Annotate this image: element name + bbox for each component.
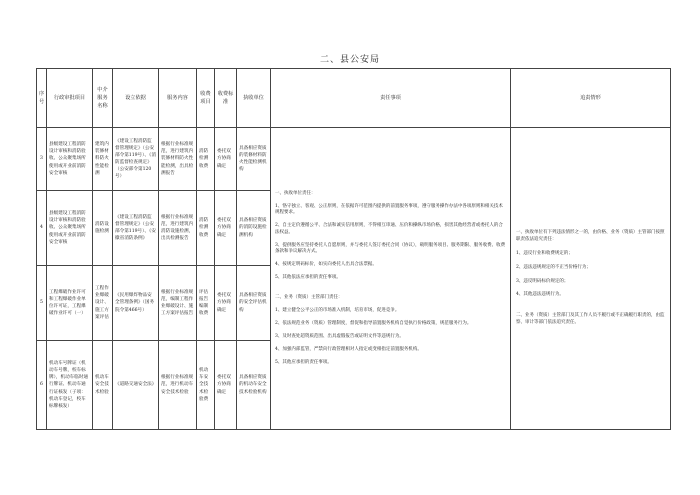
cell-unit: 具备相应资质的消防设施检测机构 bbox=[237, 191, 271, 266]
cell-seq: 3 bbox=[37, 128, 47, 191]
cell-fee-item: 机动车安全技术检验费 bbox=[197, 341, 215, 430]
fee-table bbox=[36, 68, 671, 430]
cell-basis: 《道路交通安全法》 bbox=[113, 341, 159, 430]
cell-fee-item: 消防检测收费 bbox=[197, 128, 215, 191]
header-resp: 责任事项 bbox=[271, 69, 511, 128]
cell-agency: 建筑内装修材料防火性能检测 bbox=[93, 128, 113, 191]
cell-basis: 《建设工程消防监督管理规定》（公安部令第119号）、《安徽省消防条例》 bbox=[113, 191, 159, 266]
cell-basis: 《建设工程消防监督管理规定》（公安部令第119号）、《消防监督检查规定》（公安部令第120号） bbox=[113, 128, 159, 191]
cell-fee-item: 消防检测收费 bbox=[197, 191, 215, 266]
header-seq: 序号 bbox=[37, 69, 47, 128]
accountability-cell: 一、执收单位有下列违法情形之一的，由价格、业务（资质）主管部门按照职责依法追究责任： 1、违反行业和收费规定的； 2、违法违规规定的不正当价格行为； 3、违反明码标价规定的； 4、其他违法违规行为。 二、业务（资质）主管部门及其工作人员不履行或不正确履行职责的，由监察、审计等部门依法追究责任。 bbox=[511, 128, 671, 430]
cell-unit: 具备相应资质的机动车安全技术检验机构 bbox=[237, 341, 271, 430]
cell-agency: 消防设施检测 bbox=[93, 191, 113, 266]
header-item: 行政审批项目 bbox=[47, 69, 93, 128]
table-row bbox=[37, 128, 671, 191]
header-fee-std: 收费标准 bbox=[215, 69, 237, 128]
cell-unit: 具备相应资质的安全评估机构 bbox=[237, 266, 271, 341]
cell-content: 根据行业标准规范，进行机动车安全技术检验 bbox=[159, 341, 197, 430]
table-header-row bbox=[37, 69, 671, 128]
cell-content: 根据行业标准规范，编制工程作业爆破设计、施工方案评估报告 bbox=[159, 266, 197, 341]
header-acc: 追责情形 bbox=[511, 69, 671, 128]
cell-agency: 工程作业爆破设计、施工方案评估 bbox=[93, 266, 113, 341]
cell-agency: 机动车安全技术检验 bbox=[93, 341, 113, 430]
cell-fee-std: 委托双方协商确定 bbox=[215, 128, 237, 191]
header-fee-item: 收费项目 bbox=[197, 69, 215, 128]
page-title: 二、县公安局 bbox=[319, 55, 380, 65]
cell-fee-std: 委托双方协商确定 bbox=[215, 266, 237, 341]
cell-unit: 具备相应资质的装修材料防火性能检测机构 bbox=[237, 128, 271, 191]
cell-item: 机动车号牌证（机动车号牌，校车标牌），机动车临时通行牌证、机动车通行证核发（子项：机动车登记，校车标牌核发） bbox=[47, 341, 93, 430]
cell-fee-std: 委托双方协商确定 bbox=[215, 191, 237, 266]
cell-item: 工程爆破作业许可和工程爆破作业单位许可证，工程爆破作业许可（一） bbox=[47, 266, 93, 341]
cell-seq: 4 bbox=[37, 191, 47, 266]
cell-seq: 5 bbox=[37, 266, 47, 341]
cell-seq: 6 bbox=[37, 341, 47, 430]
cell-item: 县级建设工程消防设计审核和消防验收、公众聚集场所使用或开业前消防安全审核 bbox=[47, 191, 93, 266]
header-agency: 中介服务名称 bbox=[93, 69, 113, 128]
cell-fee-std: 委托双方协商确定 bbox=[215, 341, 237, 430]
cell-basis: 《民用爆炸物品安全管理条例》（国务院令第466号） bbox=[113, 266, 159, 341]
cell-content: 根据行业标准规范，进行建筑内消防设施检测，出具检测报告 bbox=[159, 191, 197, 266]
header-content: 服务内容 bbox=[159, 69, 197, 128]
responsibility-cell: 一、执收单位责任： 1、恪守独立、客观、公正原则，在依据许可范围内提供的前置服务事项，遵守服务操作办法中各项原则和相关技术规程要求。 2、自主定价遵循公平、合法和诚实信用原则，不得相互串通、压价和操纵市场价格，损害其他经营者或委托人的合法权益。 3、提供服务应坚持委托人自愿原则，并与委托人签订委托合同（协议），载明服务项目、服务期限、服务收费、收费条款和争议解决方式。 4、按规定明码标价，如实向委托人出具合法票据。 5、其他依法应承担的责任事项。 二、业务（资质）主管部门责任： 1、建立健全公平公正的市场准入机制，培育市场，促进竞争。 2、依法规范业务（资质）管理制度，督促和指导前置服务机构自觉执行价格政策，规范服务行为。 3、及时查处超资质范围、出具虚假报告或证明文件等违规行为。 4、加强内部监管，严禁向行政管理相对人指定或变相指定前置服务机构。 5、其他应承担的责任事项。 bbox=[271, 128, 511, 430]
header-unit: 执收单位 bbox=[237, 69, 271, 128]
cell-item: 县级建设工程消防设计审核和消防验收、公众聚集场所使用或开业前消防安全审核 bbox=[47, 128, 93, 191]
cell-content: 根据行业标准规范，进行建筑内装修材料防火性能检测，出具检测报告 bbox=[159, 128, 197, 191]
cell-fee-item: 评估报告编制收费 bbox=[197, 266, 215, 341]
header-basis: 设立依据 bbox=[113, 69, 159, 128]
